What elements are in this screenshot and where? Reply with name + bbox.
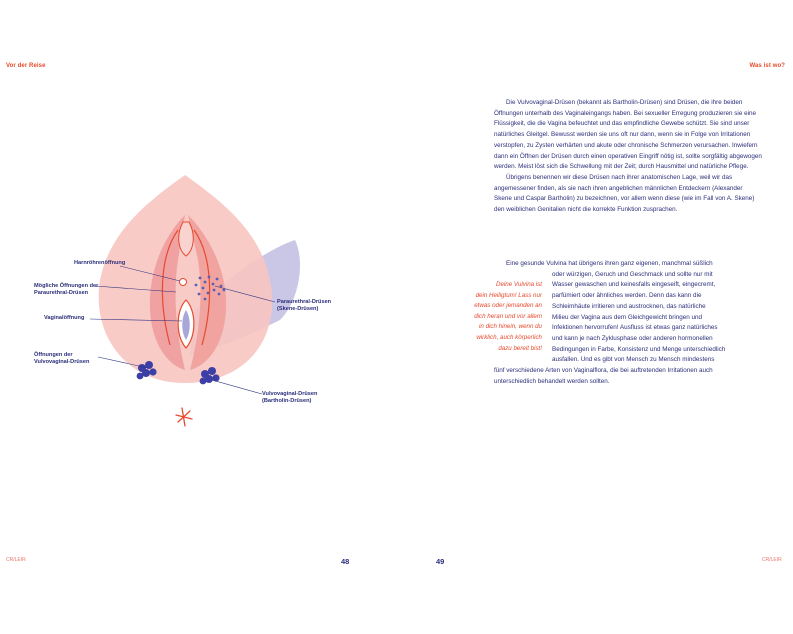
footer-mark-right: CR/LEIR [762, 557, 782, 563]
label-paraurethral-openings-line1: Mögliche Öffnungen der [34, 283, 99, 289]
paragraph: Übrigens benennen wir diese Drüsen nach ihrer anatomischen Lage, weil wir das angemessener finden, als sie nach ihren angeblichen männlichen Entdeckern (Alexander Skene und Caspar Bartholin) zu bezeichnen, vor allem wenn diese (wie im Fall von A. Skene) den weiblichen Genitalien nicht die korrekte Funktion zusprachen. [494, 173, 755, 214]
text-line: Infektionen hervorrufen! Ausfluss ist etwas ganz natürliches [552, 324, 718, 332]
text-line: Bedingungen in Farbe, Konsistenz und Menge unterschiedlich [552, 345, 726, 353]
text-line: fünf verschiedene Arten von Vaginalflora, die bei auftretenden Irritationen auch [494, 367, 713, 375]
label-vulvovaginal-openings [34, 352, 89, 366]
label-vulvovaginal-openings-line1: Öffnungen der [34, 352, 73, 358]
label-paraurethral-openings-line2: Paraurethral-Drüsen [34, 290, 89, 296]
text-line: Milieu der Vagina aus dem Gleichgewicht bringen und [552, 313, 703, 321]
quote-line: etwas oder jemanden an [474, 302, 542, 310]
label-paraurethral-glands-line2: (Skene-Drüsen) [277, 306, 319, 312]
label-paraurethral-glands [277, 299, 331, 313]
page-number-right: 49 [436, 557, 445, 566]
paragraph: Die Vulvovaginal-Drüsen (bekannt als Bartholin-Drüsen) sind Drüsen, die ihre beiden Öffnungen unterhalb des Vaginaleingangs haben. Bei sexueller Erregung produzieren sie eine Flüssigkeit, die die Vagina befeuchtet und das empfindliche Gewebe schützt. Sie sind unser natürliches Gleitgel. Bewusst werden sie uns oft nur dann, wenn sie in Folge von Irritationen verstopfen, zu Zysten verhärten und akute oder chronische Schmerzen verursachen. Inwiefern dann ein Öffnen der Drüsen durch einen operativen Eingriff nötig ist, sollte sorgfältig abgewogen werden. Meist löst sich die Schwellung mit der Zeit; durch Hausmittel und natürliche Pflege. [494, 99, 762, 171]
label-urethral-opening: Harnröhrenöffnung [74, 260, 126, 266]
text-line: oder würzigen, Geruch und Geschmack und sollte nur mit [552, 270, 713, 278]
text-line: unterschiedlich behandelt werden sollten. [494, 377, 610, 385]
label-vulvovaginal-glands-line2: (Bartholin-Drüsen) [262, 398, 312, 404]
anus-mark [176, 408, 192, 426]
quote-line: Deine Vulvina ist [496, 281, 542, 288]
quote-line: wirklich, auch körperlich [476, 333, 542, 341]
body-text-top [494, 98, 762, 216]
margin-quote [440, 280, 542, 354]
quote-line: dazu bereit bist! [498, 344, 542, 352]
quote-line: dich heran und vor allem [474, 312, 542, 320]
text-line: Eine gesunde Vulvina hat übrigens ihren ganz eigenen, manchmal süßlich [506, 260, 713, 267]
running-head-right: Was ist wo? [749, 63, 785, 69]
text-line: Wasser gewaschen und keinesfalls eingeseift, eingecremt, [552, 281, 716, 289]
text-line: parfümiert oder ähnliches werden. Denn das kann die [552, 292, 702, 300]
label-vulvovaginal-glands-line1: Vulvovaginal-Drüsen [262, 391, 318, 397]
text-line: ausfallen. Und es gibt von Mensch zu Mensch mindestens [552, 356, 715, 364]
label-vulvovaginal-glands [262, 391, 317, 405]
footer-mark-left: CR/LEIR [6, 557, 26, 563]
label-vulvovaginal-openings-line2: Vulvovaginal-Drüsen [34, 359, 90, 365]
page-number-left: 48 [341, 557, 350, 566]
label-paraurethral-glands-line1: Paraurethral-Drüsen [277, 299, 332, 305]
quote-line: in dich hinein, wenn du [479, 323, 542, 331]
label-vaginal-opening: Vaginalöffnung [44, 315, 85, 321]
vulva-illustration [0, 160, 400, 440]
running-head-left: Vor der Reise [6, 63, 46, 69]
urethral-opening-shape [180, 279, 187, 286]
text-line: und kann je nach Zyklusphase oder anderen hormonellen [552, 334, 713, 342]
quote-line: dein Heiligtum! Lass nur [475, 291, 542, 299]
label-paraurethral-openings [34, 283, 98, 297]
text-line: Schleimhäute irritieren und austrocknen, das natürliche [552, 302, 706, 310]
